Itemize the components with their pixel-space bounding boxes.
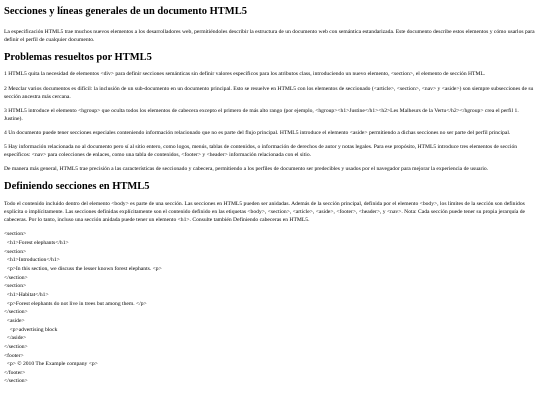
summary-paragraph: De manera más general, HTML5 trae precisión a las características de seccionado y cabecera, permitiendo a los perfiles de documento ser predecibles y usados por el navegador para mejorar la experiencia de usuario. bbox=[4, 166, 489, 173]
intro-paragraph: La especificación HTML5 trae muchos nuevos elementos a los desarrolladores web, permitiéndoles describir la estructura de un documento web con semántica estandarizada. Este documento describe estos elementos y cómo usarlos para definir el perfil de cualquier documento. bbox=[4, 28, 535, 43]
problem-paragraph-1: 1 HTML5 quita la necesidad de elementos <div> para definir secciones semánticas sin definir valores específicos para los atributos class, introduciendo un nuevo elemento, <section>, el elemento de sección HTML. bbox=[4, 71, 486, 78]
problem-paragraph-5: 5 Hay información relacionada no al documento pero sí al sitio entero, como logos, menús, tablas de contenidos, o información de derechos de autor y notas legales. Para ese propósito, HTML5 introduce tres elementos de sección específicos: <nav> para colecciones de enlaces, como una tabla de contenidos, <footer> y <header> información relacionada con el sitio. bbox=[4, 144, 518, 159]
code-example: <section> <h1>Forest elephants</h1> <section> <h1>Introduction</h1> <p>In this section, we discuss the lesser known forest elephants. <p> </section> <section> <h1>Habitat</h1> <p>Forest elephants do not live in trees but among them. </p> </section> <aside> <p>advertising block </aside> </section> <footer> <p> © 2010 The Example company <p> </footer> </section> bbox=[4, 231, 162, 385]
section-heading-defining: Definiendo secciones en HTML5 bbox=[4, 181, 150, 193]
page-title: Secciones y líneas generales de un documento HTML5 bbox=[4, 6, 247, 17]
section-heading-problems: Problemas resueltos por HTML5 bbox=[4, 51, 152, 63]
problem-paragraph-4: 4 Un documento puede tener secciones especiales conteniendo información relacionado que no es parte del flujo principal. HTML5 introduce el elemento <aside> permitiendo a dichas secciones no ser parte del perfil principal. bbox=[4, 129, 511, 136]
defining-paragraph: Todo el contenido incluido dentro del elemento <body> es parte de una sección. Las secciones en HTML5 pueden ser anidadas. Además de la sección principal, definida por el elemento <body>, los límites de la sección son definidos explícita o implícitamente. Las secciones definidas explícitamente son el contenido definido en las etiquetas <body>, <section>, <article>, <aside>, <footer>, <header>, y <nav>. Nota: Cada sección puede tener su propia jerarquía de cabeceras. Por lo tanto, incluso una sección anidada puede tener un elemento <h1>. Consulte también Definiendo cabeceras en HTML5. bbox=[4, 200, 526, 224]
problem-paragraph-2: 2 Mezclar varios documentos es difícil: la inclusión de un sub-documento en un documento principal. Esto se resuelve en HTML5 con los elementos de seccionado (<article>, <section>, <nav> y <aside>) son siempre subsecciones de su sección ancestra más cercana. bbox=[4, 85, 534, 100]
problem-paragraph-3: 3 HTML5 introduce el elemento <hgroup> que oculta todos los elementos de cabecera excepto el primero de más alto rango (por ejemplo, <hgroup><h1>Justine</h1><h2>Les Malheurs de la Vertu</h2></hgroup> crea el perfil 1. Justine). bbox=[4, 107, 519, 122]
